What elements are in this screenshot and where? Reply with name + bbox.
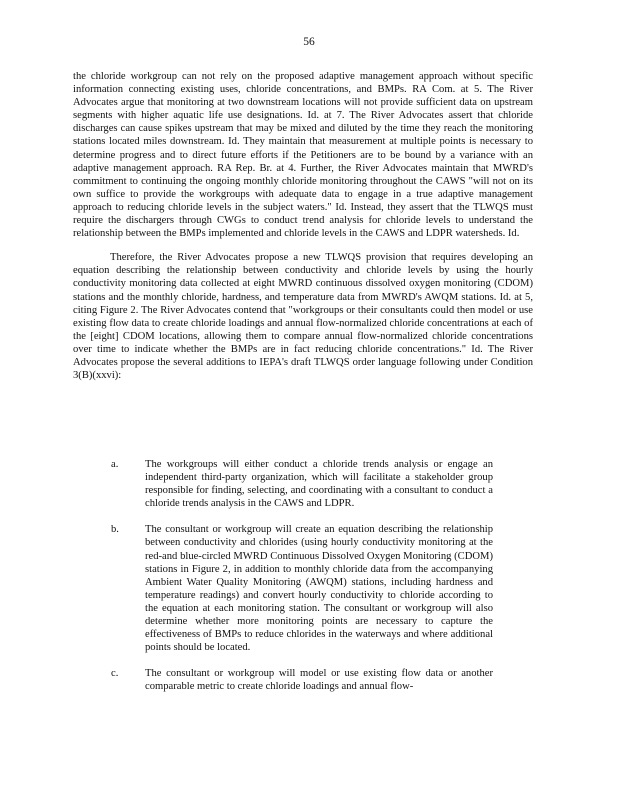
body-text — [73, 70, 533, 393]
paragraph-1: the chloride workgroup can not rely on the proposed adaptive management approach without specific information connecting existing uses, chloride concentrations, and BMPs. RA Com. at 5. The River Advocates argue that monitoring at two downstream locations will not provide sufficient data on upstream segments with higher aquatic life use designations. Id. at 7. The River Advocates assert that chloride discharges can cause spikes upstream that may be mixed and diluted by the time they reach the monitoring stations located miles downstream. Id. They maintain that measurement at multiple points is necessary to determine progress and to direct future efforts if the Petitioners are to be bound by a variance with an adaptive management approach. RA Rep. Br. at 4. Further, the River Advocates maintain that MWRD's commitment to continuing the ongoing monthly chloride monitoring throughout the CAWS "will not on its own suffice to provide the workgroups with adequate data to engage in a true adaptive management approach to reducing chloride levels in the subject waters." Id. Instead, they assert that the TLWQS must require the dischargers through CWGs to conduct trend analysis for chloride levels to understand the relationship between the BMPs implemented and chloride levels in the CAWS and LDPR watersheds. Id. — [73, 71, 533, 240]
condition-text: The consultant or workgroup will model or use existing flow data or another comparable metric to create chloride loadings and annual flow- — [145, 668, 493, 693]
condition-item-b — [73, 523, 533, 654]
proposed-conditions-list — [73, 458, 533, 707]
condition-item-a — [73, 458, 533, 510]
condition-text: The consultant or workgroup will create an equation describing the relationship between conductivity and chlorides (using hourly conductivity monitoring at the red-and blue-circled MWRD Continuous Dissolved Oxygen Monitoring (CDOM) stations in Figure 2, in addition to monthly chloride data from the accompanying Ambient Water Quality Monitoring (AWQM) stations, including hardness and temperature readings) and convert hourly conductivity to chloride according to the equation at each monitoring station. The consultant or workgroup will also determine whether more monitoring points are necessary to capture the effectiveness of BMPs to reduce chlorides in the waterways and where additional points should be located. — [145, 524, 493, 654]
condition-letter: c. — [111, 668, 119, 680]
condition-letter: a. — [111, 459, 119, 470]
condition-letter: b. — [111, 524, 119, 536]
condition-text: The workgroups will either conduct a chloride trends analysis or engage an independent third-party organization, which will facilitate a stakeholder group responsible for finding, selecting, and coordinating with a consultant to conduct a chloride trends analysis in the CAWS and LDPR. — [145, 459, 493, 510]
paragraph-2: Therefore, the River Advocates propose a new TLWQS provision that requires developing an equation describing the relationship between conductivity and chloride levels by using the hourly conductivity monitoring data collected at eight MWRD continuous dissolved oxygen monitoring (CDOM) stations and the monthly chloride, hardness, and temperature data from MWRD's AWQM stations. Id. at 5, citing Figure 2. The River Advocates contend that "workgroups or their consultants could then model or use existing flow data to create chloride loadings and annual flow-normalized chloride concentrations at each of the [eight] CDOM locations, allowing them to compare annual flow-normalized chloride concentrations over time to indicate whether the BMPs are in fact reducing chloride concentrations." Id. The River Advocates propose the several additions to IEPA's draft TLWQS order language following under Condition 3(B)(xxvi): — [73, 252, 533, 382]
page-number: 56 — [303, 36, 315, 48]
condition-item-c — [73, 667, 533, 693]
